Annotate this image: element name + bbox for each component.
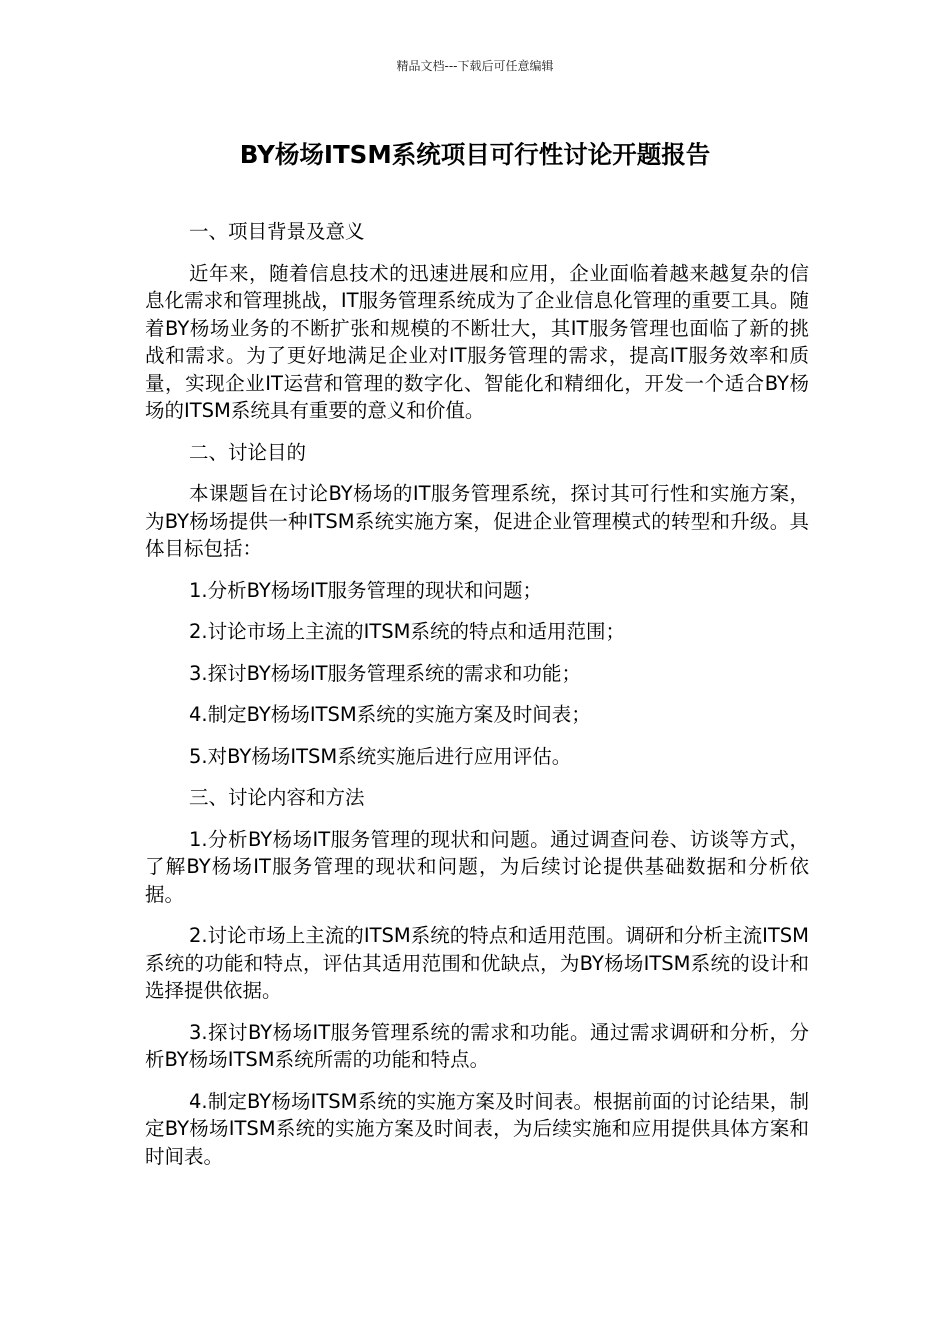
section-heading-background: 一、项目背景及意义 — [189, 220, 365, 243]
goal-item-5: 5.对BY杨场ITSM系统实施后进行应用评估。 — [189, 744, 572, 768]
method-item-3: 3.探讨BY杨场IT服务管理系统的需求和功能。通过需求调研和分析，分析BY杨场ITSM系统所需的功能和特点。 — [145, 1020, 809, 1071]
document-title: BY杨场ITSM系统项目可行性讨论开题报告 — [239, 140, 711, 169]
method-item-2: 2.讨论市场上主流的ITSM系统的特点和适用范围。调研和分析主流ITSM系统的功能和特点，评估其适用范围和优缺点，为BY杨场ITSM系统的设计和选择提供依据。 — [145, 924, 809, 1002]
document-body — [145, 218, 809, 1184]
section-heading-content-methods: 三、讨论内容和方法 — [189, 786, 365, 809]
paragraph-purpose: 本课题旨在讨论BY杨场的IT服务管理系统，探讨其可行性和实施方案，为BY杨场提供一种ITSM系统实施方案，促进企业管理模式的转型和升级。具体目标包括： — [145, 482, 809, 560]
method-item-1: 1.分析BY杨场IT服务管理的现状和问题。通过调查问卷、访谈等方式，了解BY杨场IT服务管理的现状和问题，为后续讨论提供基础数据和分析依据。 — [145, 827, 809, 906]
method-item-4: 4.制定BY杨场ITSM系统的实施方案及时间表。根据前面的讨论结果，制定BY杨场ITSM系统的实施方案及时间表，为后续实施和应用提供具体方案和时间表。 — [145, 1089, 809, 1168]
goal-item-3: 3.探讨BY杨场IT服务管理系统的需求和功能； — [189, 661, 581, 685]
goal-item-4: 4.制定BY杨场ITSM系统的实施方案及时间表； — [189, 703, 591, 726]
paragraph-background: 近年来，随着信息技术的迅速进展和应用，企业面临着越来越复杂的信息化需求和管理挑战，IT服务管理系统成为了企业信息化管理的重要工具。随着BY杨场业务的不断扩张和规模的不断壮大，其IT服务管理也面临了新的挑战和需求。为了更好地满足企业对IT服务管理的需求，提高IT服务效率和质量，实现企业IT运营和管理的数字化、智能化和精细化，开发一个适合BY杨场的ITSM系统具有重要的意义和价值。 — [145, 261, 809, 422]
page-header: 精品文档---下载后可任意编辑 — [396, 59, 554, 73]
goal-item-1: 1.分析BY杨场IT服务管理的现状和问题； — [189, 578, 542, 602]
section-heading-purpose: 二、讨论目的 — [189, 440, 307, 464]
goal-item-2: 2.讨论市场上主流的ITSM系统的特点和适用范围； — [189, 620, 625, 643]
